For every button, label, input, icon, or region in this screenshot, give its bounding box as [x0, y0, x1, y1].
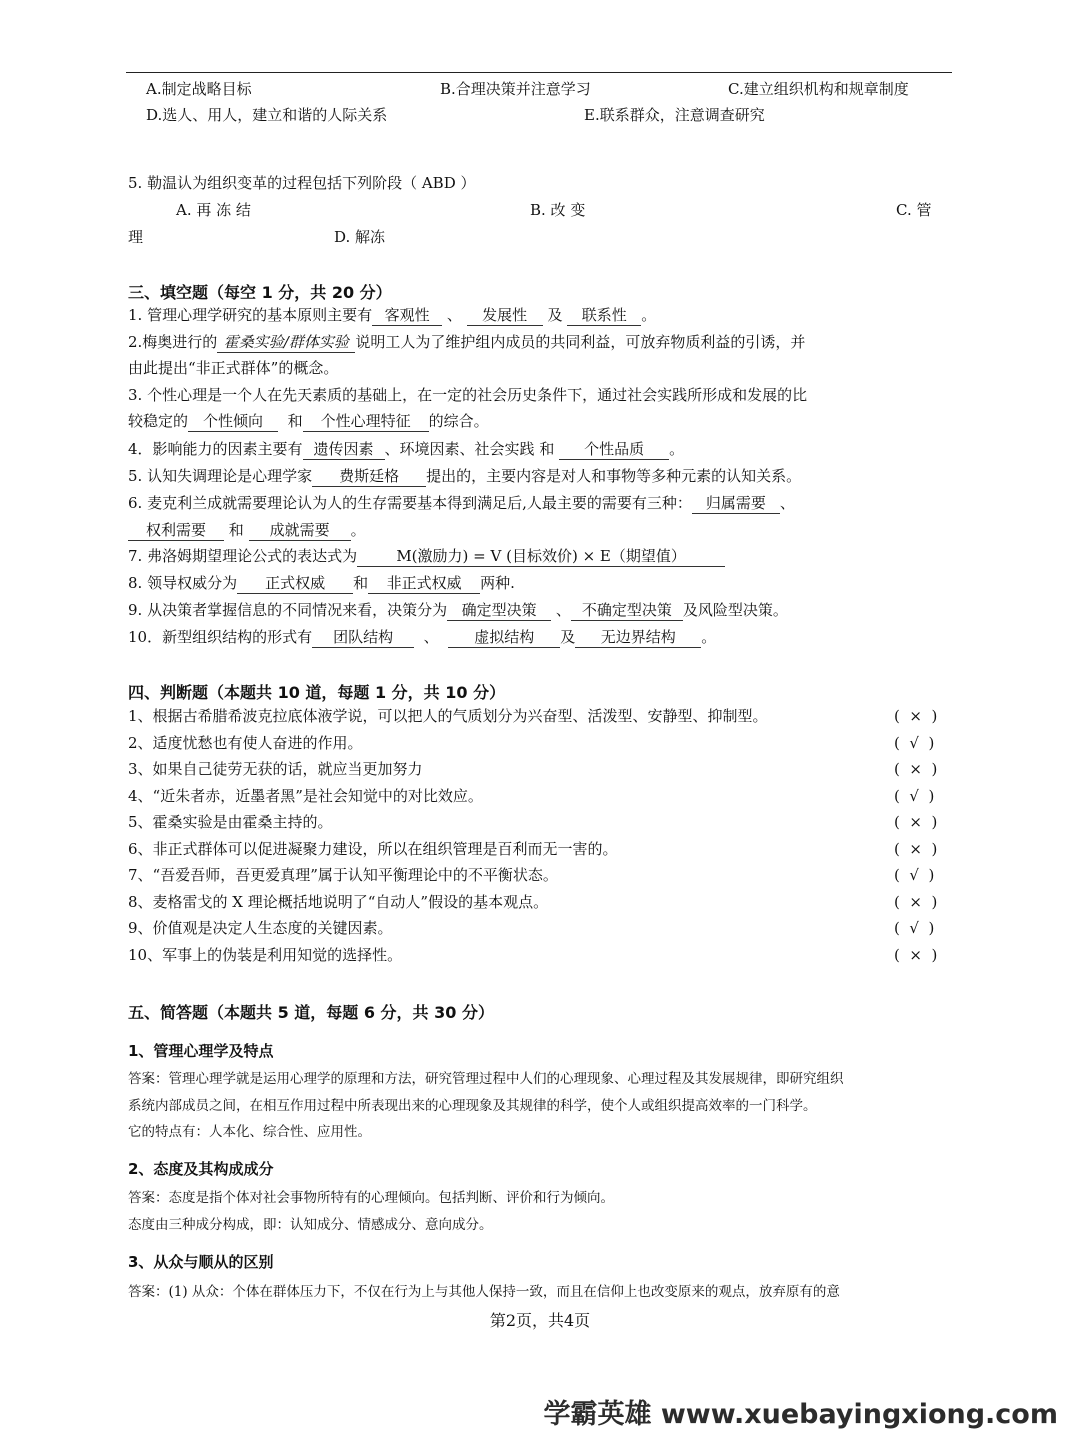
section-4-title: 四、判断题（本题共 10 道，每题 1 分，共 10 分）: [128, 683, 506, 702]
judge-item: 7、“吾爱吾师，吾更爱真理”属于认知平衡理论中的不平衡状态。: [128, 866, 558, 884]
fill-item-8: [128, 570, 954, 596]
answer-mark: ×: [909, 813, 922, 831]
blank: 非正式权威: [368, 573, 480, 594]
judge-answer: ( × ): [894, 756, 954, 782]
blank: 发展性: [467, 305, 543, 326]
fill-item-8-end: 两种.: [480, 574, 515, 592]
blank: 不确定型决策: [571, 600, 683, 621]
fill-item-3-text: 较稳定的: [128, 412, 189, 430]
q5-stem: 5. 勒温认为组织变革的过程包括下列阶段（ ABD ）: [128, 174, 476, 192]
judge-item: 1、根据古希腊希波克拉底体液学说，可以把人的气质划分为兴奋型、活泼型、安静型、抑制型。: [128, 707, 768, 725]
fill-item-2: [128, 329, 954, 355]
blank: 成就需要: [249, 520, 351, 541]
fill-item-4-text: 4．影响能力的因素主要有: [128, 440, 303, 458]
answer-mark: ×: [909, 707, 922, 725]
short-q2-line1: 答案：态度是指个体对社会事物所特有的心理倾向。包括判断、评价和行为倾向。: [128, 1190, 614, 1206]
fill-item-1: [128, 302, 954, 328]
q4-option-d: D.选人、用人，建立和谐的人际关系: [146, 106, 388, 124]
judge-answer: ( √ ): [894, 730, 954, 756]
blank: 确定型决策: [447, 600, 551, 621]
judge-item: 5、霍桑实验是由霍桑主持的。: [128, 813, 333, 831]
fill-item-1-sep2: 及: [547, 306, 563, 324]
answer-mark: ×: [909, 840, 922, 858]
q4-option-c: C.建立组织机构和规章制度: [728, 80, 909, 98]
q5-option-c: C. 管: [896, 201, 932, 219]
q5-option-c-cont: 理: [128, 228, 144, 246]
fill-item-9-text: 9. 从决策者掌握信息的不同情况来看，决策分为: [128, 601, 448, 619]
judge-item: 9、价值观是决定人生态度的关键因素。: [128, 919, 393, 937]
judge-item: 3、如果自己徒劳无获的话，就应当更加努力: [128, 760, 423, 778]
fill-item-10-text: 10．新型组织结构的形式有: [128, 628, 313, 646]
judge-item: 10、军事上的伪装是利用知觉的选择性。: [128, 946, 403, 964]
q4-option-b: B.合理决策并注意学习: [440, 80, 591, 98]
answer-mark: ×: [909, 893, 922, 911]
fill-item-7-text: 7. 弗洛姆期望理论公式的表达式为: [128, 547, 358, 565]
fill-item-10-end: 。: [701, 628, 717, 646]
fill-item-10-sep2: 及: [560, 628, 576, 646]
fill-item-8-text: 8. 领导权威分为: [128, 574, 238, 592]
blank: 个性品质: [559, 439, 669, 460]
short-q1-title: 1、管理心理学及特点: [128, 1042, 274, 1060]
short-q1-line3: 它的特点有：人本化、综合性、应用性。: [128, 1124, 371, 1140]
fill-item-3-line2: [128, 408, 954, 434]
fill-item-5-text: 5. 认知失调理论是心理学家: [128, 467, 313, 485]
judge-item: 4、“近朱者赤，近墨者黑”是社会知觉中的对比效应。: [128, 787, 483, 805]
fill-item-3-end: 的综合。: [428, 412, 489, 430]
blank: 归属需要: [692, 493, 780, 514]
blank: 遗传因素: [303, 439, 385, 460]
header-rule: [126, 72, 952, 73]
judge-answer: ( × ): [894, 836, 954, 862]
fill-item-4: [128, 436, 954, 462]
judge-answer: ( × ): [894, 703, 954, 729]
answer-mark: √: [909, 787, 919, 805]
blank: 无边界结构: [575, 627, 701, 648]
judge-item: 6、非正式群体可以促进凝聚力建设，所以在组织管理是百利而无一害的。: [128, 840, 618, 858]
fill-item-10: [128, 624, 954, 650]
fill-item-1-text: 1. 管理心理学研究的基本原则主要有: [128, 306, 373, 324]
q5-option-a: A. 再 冻 结: [176, 201, 251, 219]
blank: 霍桑实验/群体实验: [217, 332, 355, 353]
watermark-brand[interactable]: 学霸英雄 www.xuebayingxiong.com: [543, 1399, 1058, 1430]
fill-item-6-line2: [128, 517, 954, 543]
fill-item-6: [128, 490, 954, 516]
fill-item-9: [128, 597, 954, 623]
judge-answer: ( √ ): [894, 783, 954, 809]
blank: 联系性: [567, 305, 641, 326]
fill-item-7: [128, 543, 954, 569]
short-q3-title: 3、从众与顺从的区别: [128, 1253, 274, 1271]
judge-item: 8、麦格雷戈的 X 理论概括地说明了“自动人”假设的基本观点。: [128, 893, 549, 911]
page-number: 第2页，共4页: [489, 1311, 591, 1330]
fill-item-8-sep: 和: [353, 574, 369, 592]
judge-answer: ( × ): [894, 809, 954, 835]
answer-mark: ×: [909, 760, 922, 778]
blank: 正式权威: [237, 573, 353, 594]
blank: 虚拟结构: [448, 627, 560, 648]
short-q2-title: 2、态度及其构成成分: [128, 1160, 274, 1178]
short-q3-line1: 答案：(1) 从众：个体在群体压力下，不仅在行为上与其他人保持一致，而且在信仰上也改变原来的观点，放弃原有的意: [128, 1284, 840, 1300]
section-3-title: 三、填空题（每空 1 分，共 20 分）: [128, 283, 392, 302]
section-5-title: 五、简答题（本题共 5 道，每题 6 分，共 30 分）: [128, 1003, 494, 1022]
fill-item-6-sep2: 和: [228, 521, 244, 539]
blank: 客观性: [372, 305, 442, 326]
blank: 费斯廷格: [312, 466, 426, 487]
fill-item-3: 3. 个性心理是一个人在先天素质的基础上，在一定的社会历史条件下，通过社会实践所形成和发展的比: [128, 386, 808, 404]
fill-item-10-sep: 、: [423, 628, 439, 646]
q5-option-b: B. 改 变: [530, 201, 586, 219]
fill-item-4-end: 。: [669, 440, 685, 458]
blank: 权利需要: [128, 520, 224, 541]
blank: 个性心理特征: [303, 411, 429, 432]
answer-mark: √: [909, 919, 919, 937]
fill-item-9-end: 及风险型决策。: [682, 601, 788, 619]
judge-answer: ( × ): [894, 942, 954, 968]
fill-item-5: [128, 463, 954, 489]
fill-item-2-text2: 说明工人为了维护组内成员的共同利益，可放弃物质利益的引诱，并: [355, 333, 806, 351]
q5-option-d: D. 解冻: [334, 228, 386, 246]
fill-item-1-end: 。: [641, 306, 657, 324]
short-q1-line1: 答案：管理心理学就是运用心理学的原理和方法，研究管理过程中人们的心理现象、心理过程及其发展规律，即研究组织: [128, 1071, 844, 1087]
q4-option-a: A.制定战略目标: [146, 80, 252, 98]
blank: M(激励力) = V (目标效价) × E（期望值）: [357, 546, 725, 567]
fill-item-6-end: 。: [350, 521, 366, 539]
judge-answer: ( √ ): [894, 915, 954, 941]
blank: 团队结构: [312, 627, 414, 648]
fill-item-6-text: 6. 麦克利兰成就需要理论认为人的生存需要基本得到满足后,人最主要的需要有三种：: [128, 494, 692, 512]
fill-item-3-sep: 和: [287, 412, 303, 430]
fill-item-1-sep: 、: [446, 306, 462, 324]
fill-item-2-line2: 由此提出“非正式群体”的概念。: [128, 359, 339, 377]
short-q2-line2: 态度由三种成分构成，即：认知成分、情感成分、意向成分。: [128, 1217, 493, 1233]
fill-item-5-text2: 提出的，主要内容是对人和事物等多种元素的认知关系。: [426, 467, 802, 485]
judge-item: 2、适度忧愁也有使人奋进的作用。: [128, 734, 363, 752]
fill-item-9-sep: 、: [555, 601, 571, 619]
short-q1-line2: 系统内部成员之间，在相互作用过程中所表现出来的心理现象及其规律的科学，使个人或组织提高效率的一门科学。: [128, 1098, 817, 1114]
blank: 个性倾向: [188, 411, 278, 432]
answer-mark: √: [909, 734, 919, 752]
judge-answer: ( × ): [894, 889, 954, 915]
answer-mark: √: [909, 866, 919, 884]
answer-mark: ×: [909, 946, 922, 964]
judge-answer: ( √ ): [894, 862, 954, 888]
fill-item-2-text: 2.梅奥进行的: [128, 333, 218, 351]
fill-item-6-sep: 、: [779, 494, 795, 512]
fill-item-4-text2: 、环境因素、社会实践 和: [384, 440, 555, 458]
q4-option-e: E.联系群众，注意调查研究: [584, 106, 765, 124]
